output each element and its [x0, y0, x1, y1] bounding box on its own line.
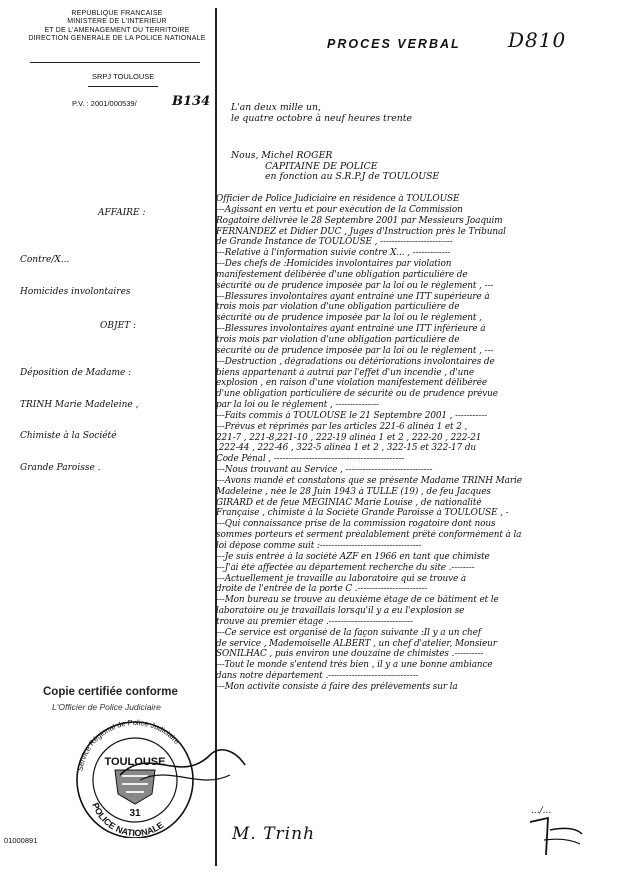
deponent-signature: M. Trinh [232, 824, 316, 844]
body-line: ---Mon activité consiste à faire des prélèvements sur la [216, 681, 458, 692]
continuation-mark: .../... [531, 806, 552, 816]
objet-line-4: Grande Paroisse . [20, 462, 101, 473]
date-line-1: L'an deux mille un, [231, 102, 321, 113]
body-line: ---Relative à l'information suivie contre X... , ------------- [216, 248, 451, 259]
handwritten-reference: D810 [508, 28, 567, 52]
affaire-block [20, 234, 131, 308]
opj-stamp-line: L'Officier de Police Judiciaire [52, 702, 161, 712]
body-line: 221-7 , 221-8,221-10 , 222-19 alinéa 1 et 2 , 222-20 , 222-21 [216, 432, 482, 443]
body-line: de service , Mademoiselle ALBERT , un chef d'atelier, Monsieur [216, 638, 497, 649]
certified-copy-stamp: Copie certifiée conforme [43, 686, 178, 698]
seal-ring-text: Service Régional de Police Judiciaire [75, 717, 182, 772]
body-line: Française , chimiste à la Société Grande Paroisse à TOULOUSE , - [216, 508, 509, 519]
body-line: explosion , en raison d'une violation manifestement délibérée [216, 378, 488, 389]
date-block [231, 103, 412, 124]
body-line: droite de l'entrée de la porte C .------------------------ [216, 584, 428, 595]
service-label: SRPJ TOULOUSE [92, 72, 155, 81]
objet-line-3: Chimiste à la Société [20, 431, 117, 441]
objet-line-1: Déposition de Madame : [20, 368, 132, 378]
officer-block [231, 151, 439, 183]
body-line: ---Nous trouvant au Service , ------------------------------ [216, 465, 433, 476]
seal-city: TOULOUSE [104, 756, 166, 768]
officer-line-2: CAPITAINE DE POLICE [265, 160, 378, 172]
body-line: ---Avons mandé et constatons que se présente Madame TRINH Marie [216, 475, 522, 486]
header-line-4: DIRECTION GENERALE DE LA POLICE NATIONALE [28, 35, 206, 43]
body-line: Rogatoire délivrée le 28 Septembre 2001 par Messieurs Joaquim [216, 215, 503, 226]
affaire-line-1: Contre/X... [20, 255, 70, 265]
body-line: ---Blessures involontaires ayant entrainé une ITT supérieure à [216, 291, 490, 302]
body-line: ---Destruction , dégradations ou détériorations involontaires de [216, 356, 495, 367]
body-line: ,222-44 , 222-46 , 322-5 alinéa 1 et 2 , 322-15 et 322-17 du [216, 443, 477, 454]
officer-line-1: Nous, Michel ROGER [231, 150, 333, 161]
deposition-body [216, 194, 612, 693]
body-line: SONILHAC , puis environ une douzaine de chimistes .---------- [216, 649, 484, 660]
header-divider [30, 62, 200, 63]
document-title: PROCES VERBAL [327, 37, 461, 51]
officer-signature [520, 800, 590, 860]
body-line: trouve au premier étage .----------------------------- [216, 616, 413, 627]
pv-number: P.V. : 2001/000539/ [72, 99, 137, 108]
body-line: FERNANDEZ et Didier DUC , Juges d'Instruction près le Tribunal [216, 226, 506, 237]
svg-text:POLICE NATIONALE [90, 801, 165, 838]
body-line: de Grande Instance de TOULOUSE , ------------------------- [216, 237, 453, 248]
objet-line-2: TRINH Marie Madeleine , [20, 399, 139, 410]
body-line: ---Mon bureau se trouve au deuxième étage de ce bâtiment et le [216, 595, 499, 606]
body-line: GIRARD et de feue MEGINIAC Marie Louise , de nationalité [216, 497, 482, 508]
page-code: 01000891 [4, 836, 38, 845]
objet-block [20, 347, 138, 484]
body-line: d'une obligation particulière de sécurité ou de prudence prévue [216, 389, 498, 400]
objet-heading: OBJET : [100, 321, 137, 331]
seal-dept: 31 [129, 808, 141, 819]
body-line: ---Prévus et réprimés par les articles 221-6 alinéa 1 et 2 , [216, 421, 468, 432]
body-line: dans notre département .------------------------------- [216, 671, 419, 682]
service-divider [88, 86, 158, 87]
affaire-heading: AFFAIRE : [98, 208, 146, 218]
header-line-3: ET DE L'AMENAGEMENT DU TERRITOIRE [44, 26, 190, 34]
body-line: ---Blessures involontaires ayant entrainé une ITT inférieure à [216, 324, 486, 335]
seal-bottom-text: POLICE NATIONALE [90, 801, 166, 838]
body-line: trois mois par violation d'une obligation particulière de [216, 334, 460, 345]
header-line-1: REPUBLIQUE FRANCAISE [71, 10, 163, 17]
ministry-header [18, 10, 216, 44]
body-line: ---Ce service est organisé de la façon suivante :Il y a un chef [216, 627, 481, 638]
officer-line-3: en fonction au S.R.P.J de TOULOUSE [265, 171, 440, 183]
body-line: biens appartenant à autrui par l'effet d'un incendie , d'une [216, 367, 474, 378]
body-line: trois mois par violation d'une obligation particulière de [216, 302, 460, 313]
body-line: ---Actuellement je travaille au laboratoire qui se trouve à [216, 573, 467, 584]
body-line: laboratoire ou je travaillais lorsqu'il y a eu l'explosion se [216, 606, 465, 617]
body-line: ---Des chefs de :Homicides involontaires par violation [216, 259, 452, 270]
body-line: ---Faits commis à TOULOUSE le 21 Septembre 2001 , ----------- [216, 410, 488, 421]
body-line: ---Tout le monde s'entend très bien , il y a une bonne ambiance [216, 660, 493, 671]
body-line: Code Pénal , --------------------------------------------- [216, 454, 405, 465]
date-line-2: le quatre octobre à neuf heures trente [231, 112, 412, 124]
body-line: par la loi ou le règlement , --------------- [216, 400, 379, 411]
body-line: ---Qui connaissance prise de la commission rogatoire dont nous [216, 519, 496, 530]
affaire-line-2: Homicides involontaires [20, 286, 131, 297]
body-line: sécurité ou de prudence imposée par la loi ou le règlement , [216, 313, 482, 324]
body-line: ---Agissant en vertu et pour exécution de la Commission [216, 204, 463, 215]
body-line: loi dépose comme suit :----------------------------------- [216, 541, 422, 551]
body-line: sécurité ou de prudence imposée par la loi ou le règlement , --- [216, 280, 494, 291]
opj-signature-flourish [110, 735, 250, 795]
body-line: Madeleine , née le 28 Juin 1943 à TULLE (19) , de feu Jacques [216, 486, 491, 497]
body-line: sommes porteurs et serment préalablement prêté conformément à la [216, 530, 522, 541]
body-line: ---Je suis entrée à la société AZF en 1966 en tant que chimiste [216, 551, 490, 562]
body-line: sécurité ou de prudence imposée par la loi ou le règlement , --- [216, 345, 494, 356]
pv-handwritten-number: B134 [172, 94, 211, 109]
header-line-2: MINISTERE DE L'INTERIEUR [67, 18, 167, 26]
body-line: ---J'ai été affectée au département recherche du site .-------- [216, 562, 475, 573]
body-line: manifestement délibérée d'une obligation particulière de [216, 269, 468, 280]
body-line: Officier de Police Judiciaire en résidence à TOULOUSE [216, 194, 460, 204]
